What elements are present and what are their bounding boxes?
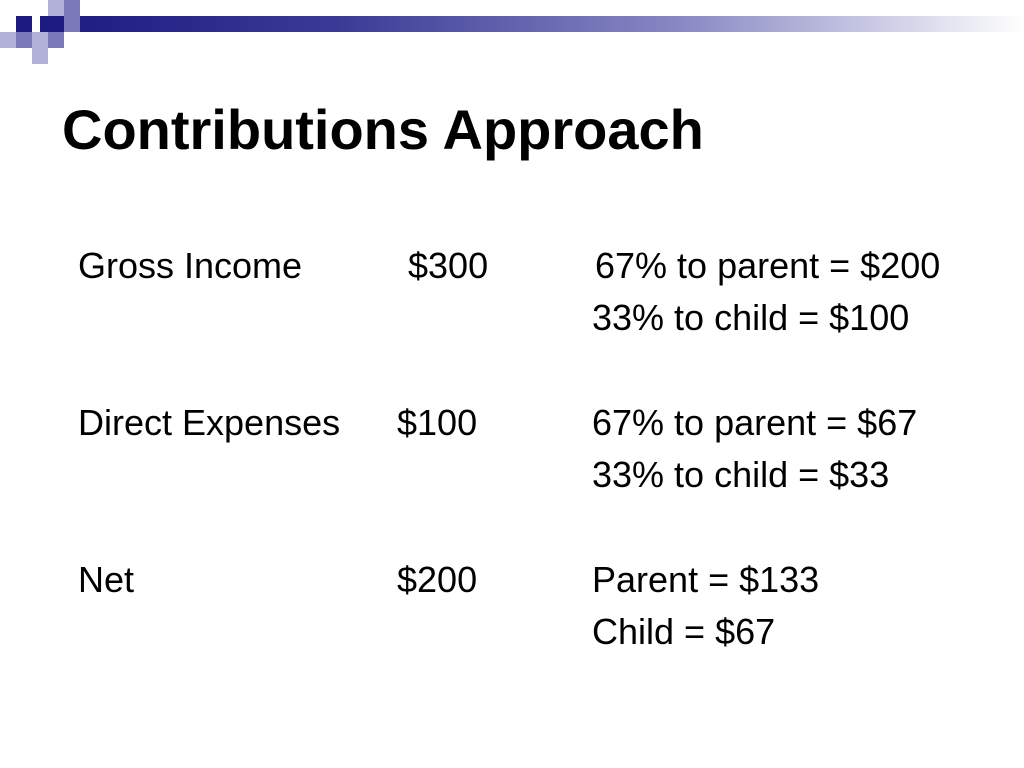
row-split-child-gross-income: 33% to child = $100 [592, 297, 910, 338]
row-split-child-direct-expenses: 33% to child = $33 [592, 454, 890, 495]
corner-square [32, 32, 48, 48]
corner-square [64, 16, 80, 32]
corner-square [48, 0, 64, 16]
row-label-direct-expenses: Direct Expenses [78, 402, 341, 443]
row-split-parent-direct-expenses: 67% to parent = $67 [592, 402, 918, 443]
row-label-gross-income: Gross Income [78, 245, 303, 286]
row-split-parent-net: Parent = $133 [592, 559, 820, 600]
corner-square [0, 32, 16, 48]
row-amount-net: $200 [397, 559, 478, 600]
row-label-net: Net [78, 559, 135, 600]
header-gradient-band [40, 16, 1024, 32]
row-split-parent-gross-income: 67% to parent = $200 [595, 245, 941, 286]
corner-square [48, 32, 64, 48]
slide-title: Contributions Approach [62, 98, 704, 161]
corner-square [64, 0, 80, 16]
corner-square [16, 32, 32, 48]
row-split-child-net: Child = $67 [592, 611, 776, 652]
corner-square [32, 48, 48, 64]
corner-square [16, 16, 32, 32]
row-amount-gross-income: $300 [408, 245, 489, 286]
row-amount-direct-expenses: $100 [397, 402, 478, 443]
